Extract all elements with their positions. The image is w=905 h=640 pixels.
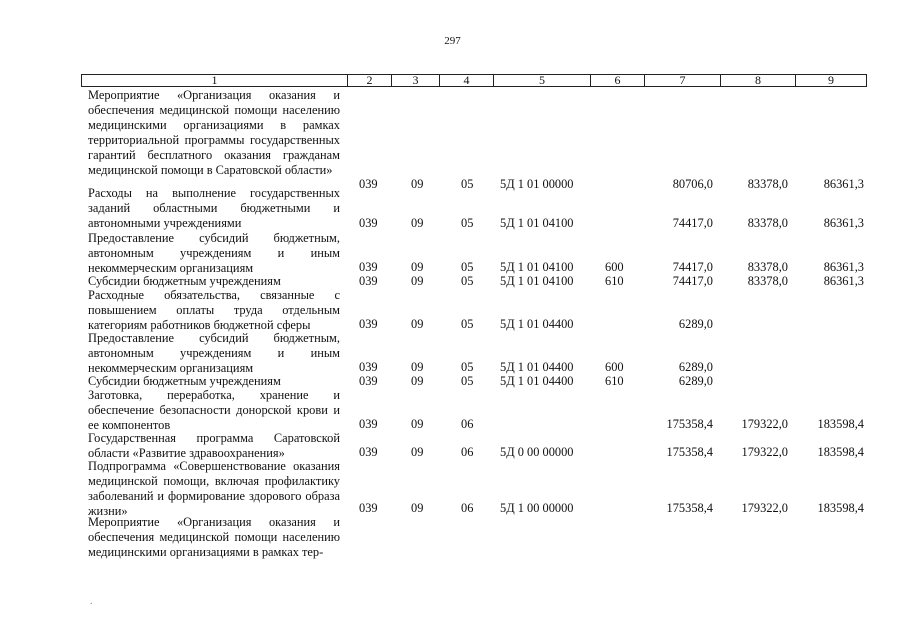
row-col-5: 5Д 1 01 04400 [500,317,574,331]
row-col-8: 83378,0 [747,216,788,230]
row-col-7: 175358,4 [666,501,713,515]
row-col-5: 5Д 1 00 00000 [500,501,574,515]
header-col-7: 7 [644,75,720,86]
row-col-7: 175358,4 [666,417,713,431]
row-col-9: 183598,4 [817,417,864,431]
row-col-7: 6289,0 [678,317,713,331]
header-col-3: 3 [391,75,439,86]
row-col-7: 74417,0 [672,260,713,274]
row-col-5: 5Д 1 01 04400 [500,360,574,374]
row-col-5: 5Д 1 01 04400 [500,374,574,388]
row-col-3: 09 [411,374,424,388]
row-col-7: 80706,0 [672,177,713,191]
row-col-9: 86361,3 [823,260,864,274]
row-col-4: 05 [461,274,474,288]
row-col-3: 09 [411,360,424,374]
row-col-4: 05 [461,260,474,274]
row-name: Государственная программа Саратовской области «Развитие здравоохранения» [88,431,340,460]
row-name: Расходные обязательства, связанные с повышением оплаты труда отдельным категориям работников бюджетной сферы [88,288,340,332]
row-col-3: 09 [411,260,424,274]
row-col-4: 06 [461,417,474,431]
row-name: Мероприятие «Организация оказания и обеспечения медицинской помощи населению медицинскими организациями в рамках тер- [88,515,340,559]
row-col-9: 86361,3 [823,177,864,191]
row-col-2: 039 [359,317,378,331]
page-number: 297 [444,35,461,47]
row-col-2: 039 [359,501,378,515]
row-col-6: 600 [605,260,624,274]
row-col-7: 175358,4 [666,445,713,459]
row-col-5: 5Д 1 01 04100 [500,274,574,288]
row-col-9: 86361,3 [823,274,864,288]
row-name: Расходы на выполнение государственных заданий областными бюджетными и автономными учреждениями [88,186,340,230]
row-col-8: 83378,0 [747,274,788,288]
row-col-8: 83378,0 [747,260,788,274]
row-col-5: 5Д 1 01 04100 [500,260,574,274]
row-col-9: 183598,4 [817,445,864,459]
row-col-8: 179322,0 [741,417,788,431]
row-col-4: 06 [461,445,474,459]
header-col-2: 2 [347,75,391,86]
row-name: Подпрограмма «Совершенствование оказания медицинской помощи, включая профилактику заболеваний и формирование здорового образа жизни» [88,459,340,518]
row-col-4: 05 [461,216,474,230]
row-col-6: 610 [605,274,624,288]
header-col-5: 5 [493,75,590,86]
row-col-7: 74417,0 [672,216,713,230]
header-col-4: 4 [439,75,493,86]
row-col-4: 05 [461,177,474,191]
row-col-2: 039 [359,274,378,288]
row-name: Предоставление субсидий бюджетным, автономным учреждениям и иным некоммерческим организациям [88,331,340,375]
row-col-3: 09 [411,177,424,191]
row-col-9: 183598,4 [817,501,864,515]
row-col-2: 039 [359,445,378,459]
row-col-5: 5Д 1 01 04100 [500,216,574,230]
row-col-7: 6289,0 [678,360,713,374]
row-col-8: 83378,0 [747,177,788,191]
header-col-6: 6 [590,75,644,86]
row-col-3: 09 [411,274,424,288]
row-col-2: 039 [359,417,378,431]
row-name: Мероприятие «Организация оказания и обеспечения медицинской помощи населению медицинскими организациями в рамках территориальной программы государственных гарантий бесплатного оказания гражданам медицинской помощи в Саратовской области» [88,88,340,177]
row-col-6: 600 [605,360,624,374]
row-col-4: 05 [461,360,474,374]
row-col-8: 179322,0 [741,445,788,459]
row-col-7: 74417,0 [672,274,713,288]
row-col-5: 5Д 0 00 00000 [500,445,574,459]
row-col-9: 86361,3 [823,216,864,230]
row-col-3: 09 [411,216,424,230]
row-name: Предоставление субсидий бюджетным, автономным учреждениям и иным некоммерческим организациям [88,231,340,275]
row-col-2: 039 [359,374,378,388]
table-header [81,74,867,87]
row-name: Заготовка, переработка, хранение и обеспечение безопасности донорской крови и ее компонентов [88,388,340,432]
scan-speck: . [90,596,93,607]
row-col-2: 039 [359,216,378,230]
row-col-4: 05 [461,317,474,331]
row-col-4: 05 [461,374,474,388]
row-col-3: 09 [411,501,424,515]
row-col-5: 5Д 1 01 00000 [500,177,574,191]
row-col-7: 6289,0 [678,374,713,388]
row-col-8: 179322,0 [741,501,788,515]
row-col-4: 06 [461,501,474,515]
row-col-3: 09 [411,417,424,431]
row-col-2: 039 [359,177,378,191]
row-name: Субсидии бюджетным учреждениям [88,274,281,288]
header-col-1: 1 [211,73,218,87]
row-name: Субсидии бюджетным учреждениям [88,374,281,388]
row-col-6: 610 [605,374,624,388]
row-col-2: 039 [359,360,378,374]
row-col-3: 09 [411,317,424,331]
row-col-3: 09 [411,445,424,459]
header-col-9: 9 [795,75,866,86]
row-col-2: 039 [359,260,378,274]
header-col-8: 8 [720,75,795,86]
